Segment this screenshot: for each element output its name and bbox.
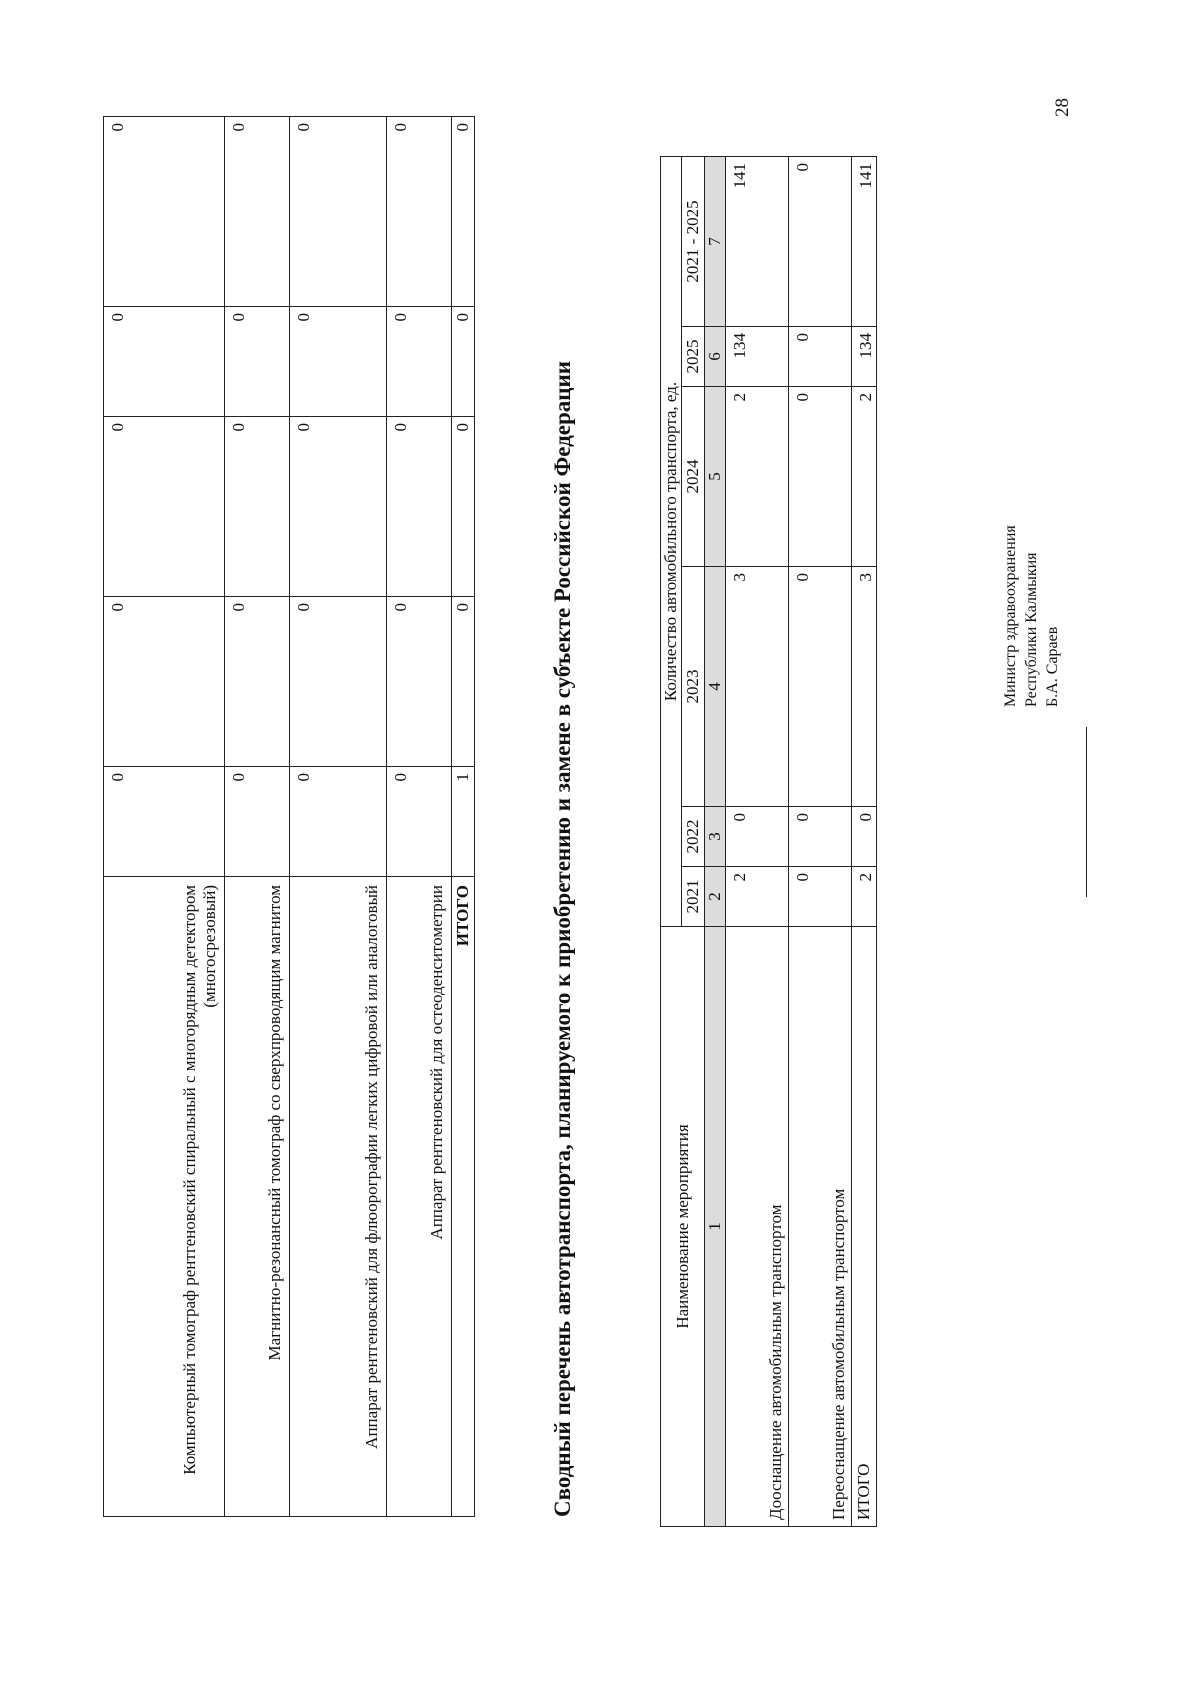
year-header: 2023 xyxy=(682,567,705,807)
row-label: Переоснащение автомобильным транспортом xyxy=(789,927,852,1527)
index-cell: 2 xyxy=(705,867,726,927)
year-header: 2024 xyxy=(682,387,705,567)
index-cell: 3 xyxy=(705,807,726,867)
year-header: 2021 - 2025 xyxy=(682,156,705,326)
cell-value: 0 xyxy=(452,597,475,767)
table-row xyxy=(387,117,452,1517)
cell-value: 0 xyxy=(789,387,852,567)
cell-value: 2 xyxy=(852,387,877,567)
signature-line xyxy=(1086,727,1087,897)
cell-value: 0 xyxy=(789,327,852,387)
index-cell: 6 xyxy=(705,327,726,387)
cell-value: 0 xyxy=(789,867,852,927)
year-header: 2021 xyxy=(682,867,705,927)
cell-value: 0 xyxy=(452,117,475,307)
cell-value: 0 xyxy=(225,767,290,877)
cell-value: 0 xyxy=(452,417,475,597)
equipment-name-densitometry: Аппарат рентгеновский для остеоденситометрии xyxy=(387,877,452,1517)
cell-value: 0 xyxy=(387,117,452,307)
cell-value: 0 xyxy=(387,767,452,877)
signature-title: Министр здравоохранения xyxy=(1002,525,1019,707)
row-label: Дооснащение автомобильным транспортом xyxy=(726,927,789,1527)
cell-value: 0 xyxy=(104,417,225,597)
table-total-row xyxy=(852,156,877,1526)
cell-value: 0 xyxy=(789,807,852,867)
cell-value: 0 xyxy=(290,767,387,877)
equipment-name-ct: Компьютерный томограф рентгеновский спиральный с многорядным детектором (многосрезовый) xyxy=(104,877,225,1517)
equipment-table xyxy=(103,116,475,1517)
cell-value: 141 xyxy=(726,156,789,326)
index-cell: 4 xyxy=(705,567,726,807)
cell-value: 2 xyxy=(726,387,789,567)
cell-value: 0 xyxy=(225,417,290,597)
cell-value: 0 xyxy=(290,117,387,307)
cell-value: 0 xyxy=(387,597,452,767)
row-label: ИТОГО xyxy=(852,927,877,1527)
column-header-name: Наименование мероприятия xyxy=(661,927,705,1527)
signature-person: Б.А. Сараев xyxy=(1044,626,1061,707)
signature-block xyxy=(1000,525,1063,707)
table-row xyxy=(290,117,387,1517)
cell-value: 0 xyxy=(104,307,225,417)
cell-value: 0 xyxy=(452,307,475,417)
cell-value: 0 xyxy=(789,156,852,326)
cell-value: 2 xyxy=(852,867,877,927)
index-cell: 1 xyxy=(705,927,726,1527)
cell-value: 0 xyxy=(387,417,452,597)
cell-value: 2 xyxy=(726,867,789,927)
table-row xyxy=(726,156,789,1526)
table-row xyxy=(104,117,225,1517)
cell-value: 0 xyxy=(104,117,225,307)
cell-value: 1 xyxy=(452,767,475,877)
index-cell: 5 xyxy=(705,387,726,567)
cell-value: 0 xyxy=(104,767,225,877)
year-header: 2022 xyxy=(682,807,705,867)
page-number: 28 xyxy=(1052,98,1073,117)
transport-table xyxy=(660,156,877,1527)
cell-value: 0 xyxy=(225,117,290,307)
signature-region: Республики Калмыкия xyxy=(1023,552,1040,707)
table-total-row xyxy=(452,117,475,1517)
cell-value: 0 xyxy=(290,597,387,767)
table-row xyxy=(225,117,290,1517)
cell-value: 0 xyxy=(290,307,387,417)
cell-value: 134 xyxy=(852,327,877,387)
cell-value: 3 xyxy=(852,567,877,807)
year-header: 2025 xyxy=(682,327,705,387)
cell-value: 0 xyxy=(290,417,387,597)
cell-value: 134 xyxy=(726,327,789,387)
cell-value: 0 xyxy=(225,597,290,767)
equipment-name-mri: Магнитно-резонансный томограф со сверхпроводящим магнитом xyxy=(225,877,290,1517)
cell-value: 0 xyxy=(726,807,789,867)
cell-value: 3 xyxy=(726,567,789,807)
equipment-name-fluoro: Аппарат рентгеновский для флюорографии легких цифровой или аналоговый xyxy=(290,877,387,1517)
cell-value: 0 xyxy=(852,807,877,867)
cell-value: 141 xyxy=(852,156,877,326)
table-header-row xyxy=(661,156,682,1526)
cell-value: 0 xyxy=(104,597,225,767)
index-row xyxy=(705,156,726,1526)
cell-value: 0 xyxy=(789,567,852,807)
section-heading: Сводный перечень автотранспорта, планируемого к приобретению и замене в субъекте Российской Федерации xyxy=(550,360,575,1517)
index-cell: 7 xyxy=(705,156,726,326)
cell-value: 0 xyxy=(387,307,452,417)
cell-value: 0 xyxy=(225,307,290,417)
table-row xyxy=(789,156,852,1526)
column-group-header: Количество автомобильного транспорта, ед. xyxy=(661,156,682,926)
total-label: ИТОГО xyxy=(452,877,475,1517)
